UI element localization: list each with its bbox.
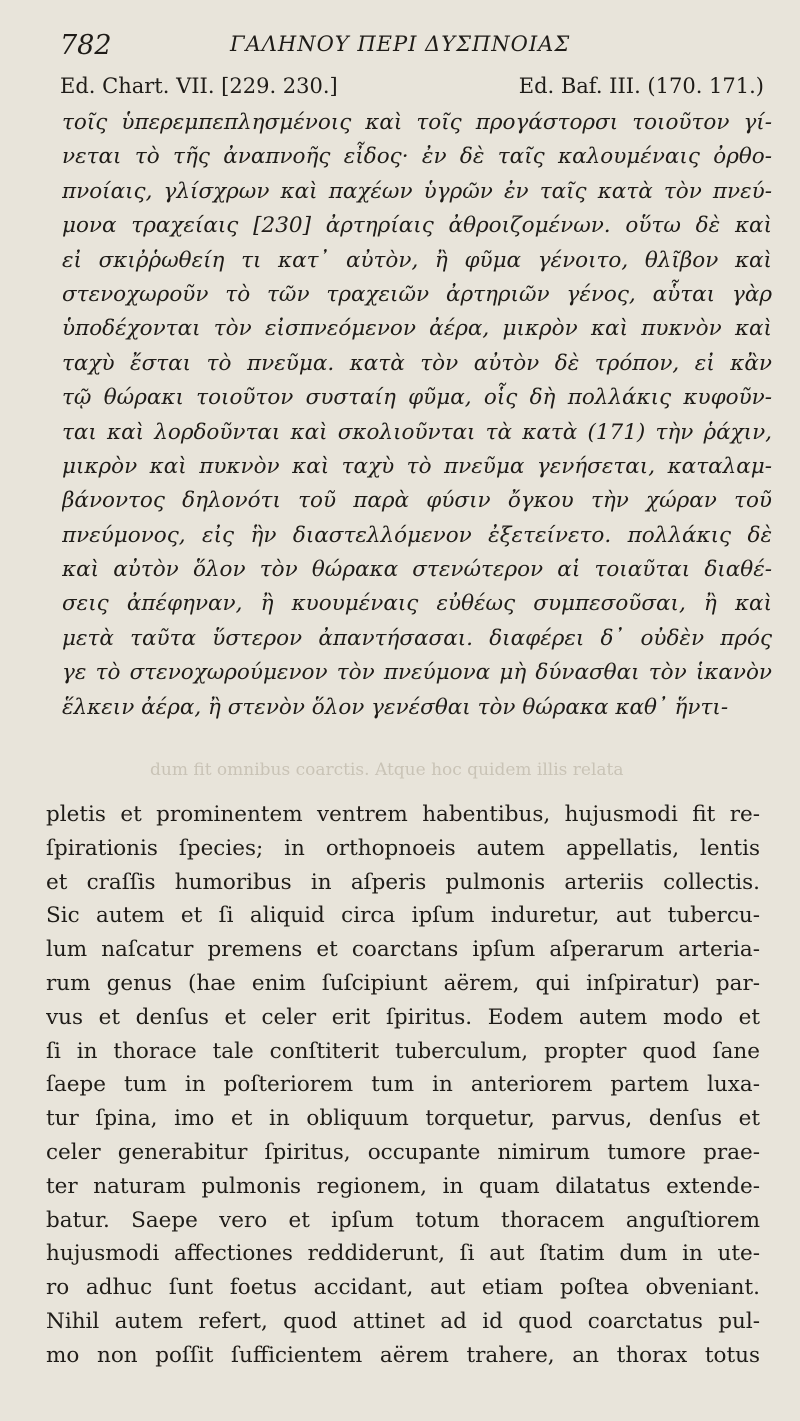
greek-text-line: ται καὶ λορδοῦνται καὶ σκολιοῦνται τὰ κατὰ (171) τὴν ῥάχιν, <box>62 419 772 445</box>
greek-text-line: ταχὺ ἔσται τὸ πνεῦμα. κατὰ τὸν αὐτὸν δὲ τρόπον, εἰ κἂν <box>62 350 772 376</box>
greek-text-line: νεται τὸ τῆς ἀναπνοῆς εἶδος· ἐν δὲ ταῖς καλουμέναις ὀρθο- <box>62 144 772 170</box>
bleed-through-text: dum fit omnibus coarctis. Atque hoc quidem illis relata <box>150 760 624 780</box>
greek-text-line: ὑποδέχονται τὸν εἰσπνεόμενον ἀέρα, μικρὸν καὶ πυκνὸν καὶ <box>62 316 772 342</box>
greek-text-line: μονα τραχείαις [230] ἀρτηρίαις ἀθροιζομένων. οὕτω δὲ καὶ <box>62 213 772 239</box>
latin-text-line: ſpirationis ſpecies; in orthopnoeis autem appellatis, lentis <box>46 835 760 861</box>
page-number: 782 <box>60 30 112 61</box>
latin-text-line: tur ſpina, imo et in obliquum torquetur, parvus, denſus et <box>46 1106 760 1132</box>
edition-reference-right: Ed. Baf. III. (170. 171.) <box>518 74 764 98</box>
latin-text-line: rum genus (hae enim ſuſcipiunt aërem, qui inſpiratur) par- <box>46 970 760 996</box>
latin-text-line: ter naturam pulmonis regionem, in quam dilatatus extende- <box>46 1173 760 1199</box>
greek-text-line: ἕλκειν ἀέρα, ἢ στενὸν ὅλον γενέσθαι τὸν θώρακα καθ᾽ ἥντι- <box>62 694 729 720</box>
greek-text-line: γε τὸ στενοχωρούμενον τὸν πνεύμονα μὴ δύνασθαι τὸν ἱκανὸν <box>62 660 772 686</box>
running-title: ΓΑΛΗΝΟΥ ΠΕΡΙ ΔΥΣΠΝΟΙΑΣ <box>230 32 571 56</box>
latin-text-line: lum naſcatur premens et coarctans ipſum aſperarum arteria- <box>46 937 760 963</box>
latin-text-line: ro adhuc ſunt foetus accidant, aut etiam poſtea obveniant. <box>46 1275 760 1301</box>
latin-text-line: pletis et prominentem ventrem habentibus, hujusmodi fit re- <box>46 802 760 827</box>
latin-text-line: batur. Saepe vero et ipſum totum thoracem anguſtiorem <box>46 1207 760 1233</box>
latin-text-line: Nihil autem refert, quod attinet ad id quod coarctatus pul- <box>46 1308 760 1334</box>
latin-text-line: celer generabitur ſpiritus, occupante nimirum tumore prae- <box>46 1139 760 1165</box>
latin-text-line: ſaepe tum in poſteriorem tum in anteriorem partem luxa- <box>46 1072 760 1098</box>
edition-reference-left: Ed. Chart. VII. [229. 230.] <box>60 74 338 98</box>
greek-text-line: τοῖς ὑπερεμπεπλησμένοις καὶ τοῖς προγάστορσι τοιοῦτον γί- <box>62 110 772 135</box>
latin-text-line: hujusmodi affectiones reddiderunt, ſi aut ſtatim dum in ute- <box>46 1241 760 1267</box>
latin-text-line: mo non poſſit ſufficientem aërem trahere, an thorax totus <box>46 1342 760 1368</box>
greek-text-block <box>62 106 772 725</box>
latin-text-line: Sic autem et ſi aliquid circa ipſum induretur, aut tubercu- <box>46 903 760 929</box>
greek-text-line: πνοίαις, γλίσχρων καὶ παχέων ὑγρῶν ἐν ταῖς κατὰ τὸν πνεύ- <box>62 178 772 204</box>
greek-text-line: πνεύμονος, εἰς ἣν διαστελλόμενον ἐξετείνετο. πολλάκις δὲ <box>62 522 772 548</box>
latin-text-block <box>46 798 760 1373</box>
latin-text-line: et craſſis humoribus in aſperis pulmonis arteriis collectis. <box>46 869 760 895</box>
greek-text-line: τῷ θώρακι τοιοῦτον συσταίη φῦμα, οἷς δὴ πολλάκις κυφοῦν- <box>62 385 772 411</box>
greek-text-line: σεις ἀπέφηναν, ἢ κυουμέναις εὐθέως συμπεσοῦσαι, ἢ καὶ <box>62 591 772 617</box>
greek-text-line: εἰ σκιῤῥωθείη τι κατ᾽ αὐτὸν, ἢ φῦμα γένοιτο, θλῖβον καὶ <box>62 247 772 273</box>
greek-text-line: μετὰ ταῦτα ὕστερον ἀπαντήσασαι. διαφέρει δ᾽ οὐδὲν πρός <box>62 625 772 651</box>
latin-text-line: ſi in thorace tale conſtiterit tuberculum, propter quod ſane <box>46 1038 760 1064</box>
greek-text-line: μικρὸν καὶ πυκνὸν καὶ ταχὺ τὸ πνεῦμα γενήσεται, καταλαμ- <box>62 453 772 479</box>
greek-text-line: βάνοντος δηλονότι τοῦ παρὰ φύσιν ὄγκου τὴν χώραν τοῦ <box>62 488 772 514</box>
latin-text-line: vus et denſus et celer erit ſpiritus. Eodem autem modo et <box>46 1004 760 1030</box>
greek-text-line: στενοχωροῦν τὸ τῶν τραχειῶν ἀρτηριῶν γένος, αὗται γὰρ <box>62 281 772 307</box>
greek-text-line: καὶ αὐτὸν ὅλον τὸν θώρακα στενώτερον αἱ τοιαῦται διαθέ- <box>62 557 772 583</box>
